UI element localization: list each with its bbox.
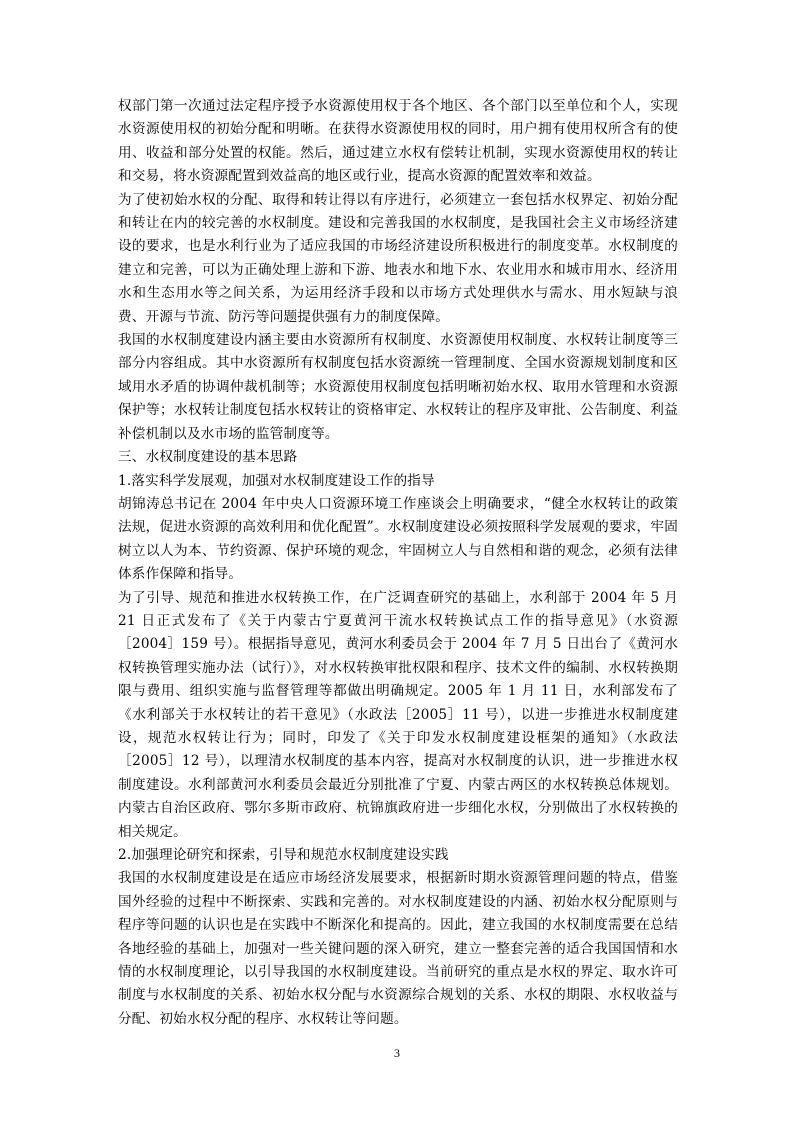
document-body — [118, 95, 678, 1031]
paragraph-scientific-development: 胡锦涛总书记在 2004 年中央人口资源环境工作座谈会上明确要求，“健全水权转让的政策法规，促进水资源的高效利用和优化配置”。水权制度建设必须按照科学发展观的要求，牢固树立以人为本、节约资源、保护环境的观念，牢固树立人与自然相和谐的观念，必须有法律体系作保障和指导。 — [118, 495, 678, 583]
paragraph-water-right-allocation: 权部门第一次通过法定程序授予水资源使用权于各个地区、各个部门以至单位和个人，实现水资源使用权的初始分配和明晰。在获得水资源使用权的同时，用户拥有使用权所含有的使用、收益和部分处置的权能。然后，通过建立水权有偿转让机制，实现水资源使用权的转让和交易，将水资源配置到效益高的地区或行业，提高水资源的配置效率和效益。 — [118, 98, 678, 185]
paragraph-water-right-system-purpose: 为了使初始水权的分配、取得和转让得以有序进行，必须建立一套包括水权界定、初始分配和转让在内的较完善的水权制度。建设和完善我国的水权制度，是我国社会主义市场经济建设的要求，也是水利行业为了适应我国的市场经济建设所积极进行的制度变革。水权制度的建立和完善，可以为正确处理上游和下游、地表水和地下水、农业用水和城市用水、经济用水和生态用水等之间关系，为运用经济手段和以市场方式处理供水与需水、用水短缺与浪费、开源与节流、防污等问题提供强有力的制度保障。 — [118, 191, 678, 325]
page-number: 3 — [394, 1046, 400, 1060]
section-heading-3: 三、水权制度建设的基本思路 — [118, 449, 298, 466]
paragraph-water-right-system-content: 我国的水权制度建设内涵主要由水资源所有权制度、水资源使用权制度、水权转让制度等三部分内容组成。其中水资源所有权制度包括水资源统一管理制度、全国水资源规划制度和区域用水矛盾的协调仲裁机制等；水资源使用权制度包括明晰初始水权、取用水管理和水资源保护等；水权转让制度包括水权转让的资格审定、水权转让的程序及审批、公告制度、利益补偿机制以及水市场的监管制度等。 — [118, 332, 678, 442]
subheading-2: 2.加强理论研究和探索，引导和规范水权制度建设实践 — [118, 847, 449, 863]
paragraph-theory-research: 我国的水权制度建设是在适应市场经济发展要求，根据新时期水资源管理问题的特点，借鉴国外经验的过程中不断探索、实践和完善的。对水权制度建设的内涵、初始水权分配原则与程序等问题的认识也是在实践中不断深化和提高的。因此，建立我国的水权制度需要在总结各地经验的基础上，加强对一些关键问题的深入研究，建立一整套完善的适合我国国情和水情的水权制度理论，以引导我国的水权制度建设。当前研究的重点是水权的界定、取水许可制度与水权制度的关系、初始水权分配与水资源综合规划的关系、水权的期限、水权收益与分配、初始水权分配的程序、水权转让等问题。 — [118, 870, 678, 1027]
subheading-1: 1.落实科学发展观，加强对水权制度建设工作的指导 — [118, 472, 435, 489]
paragraph-policy-documents: 为了引导、规范和推进水权转换工作，在广泛调查研究的基础上，水利部于 2004 年 5 月 21 日正式发布了《关于内蒙古宁夏黄河干流水权转换试点工作的指导意见》（水资源［2004］159 号）。根据指导意见，黄河水利委员会于 2004 年 7 月 5 日出台了《黄河水权转换管理实施办法（试行）》，对水权转换审批权限和程序、技术文件的编制、水权转换期限与费用、组织实施与监督管理等都做出明确规定。2005 年 1 月 11 日，水利部发布了《水利部关于水权转让的若干意见》（水政法［2005］11 号），以进一步推进水权制度建设，规范水权转让行为；同时，印发了《关于印发水权制度建设框架的通知》（水政法［2005］12 号），以理清水权制度的基本内容，提高对水权制度的认识，进一步推进水权制度建设。水利部黄河水利委员会最近分别批准了宁夏、内蒙古两区的水权转换总体规划。内蒙古自治区政府、鄂尔多斯市政府、杭锦旗政府进一步细化水权，分别做出了水权转换的相关规定。 — [118, 589, 678, 840]
